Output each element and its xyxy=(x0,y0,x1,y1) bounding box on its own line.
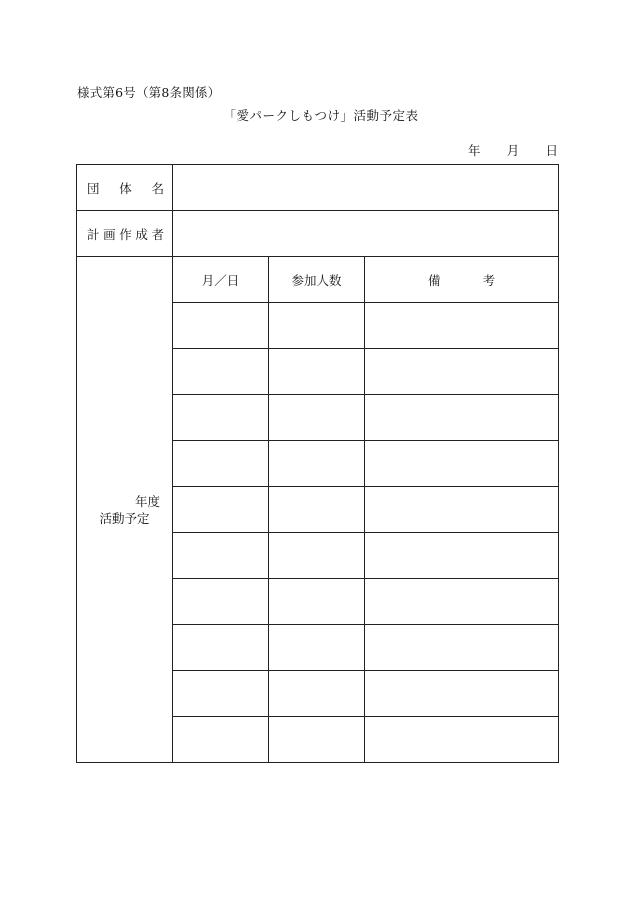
participants-cell[interactable] xyxy=(269,625,365,671)
group-name-char: 団 xyxy=(87,180,100,196)
planner-row xyxy=(77,211,559,257)
participants-cell[interactable] xyxy=(269,533,365,579)
participants-cell[interactable] xyxy=(269,303,365,349)
group-name-field[interactable] xyxy=(173,165,559,211)
planner-char: 者 xyxy=(151,226,164,242)
date-cell[interactable] xyxy=(173,671,269,717)
planner-char: 計 xyxy=(87,226,100,242)
participants-cell[interactable] xyxy=(269,349,365,395)
group-name-char: 名 xyxy=(151,180,164,196)
form-number: 様式第6号（第8条関係） xyxy=(77,85,221,100)
activity-plan-table xyxy=(76,164,559,763)
date-cell[interactable] xyxy=(173,717,269,763)
planner-char: 作 xyxy=(119,226,132,242)
date-cell[interactable] xyxy=(173,395,269,441)
date-day-label: 日 xyxy=(545,143,558,158)
date-year-label: 年 xyxy=(468,143,481,158)
date-cell[interactable] xyxy=(173,487,269,533)
schedule-header-row xyxy=(77,257,559,303)
column-header-participants: 参加人数 xyxy=(269,257,365,303)
remarks-cell[interactable] xyxy=(365,441,559,487)
date-cell[interactable] xyxy=(173,441,269,487)
schedule-label xyxy=(77,257,173,763)
remarks-cell[interactable] xyxy=(365,717,559,763)
remarks-cell[interactable] xyxy=(365,625,559,671)
date-cell[interactable] xyxy=(173,625,269,671)
planner-char: 成 xyxy=(135,226,148,242)
date-cell[interactable] xyxy=(173,533,269,579)
document-title: 「愛パークしもつけ」活動予定表 xyxy=(223,108,419,123)
remarks-cell[interactable] xyxy=(365,533,559,579)
participants-cell[interactable] xyxy=(269,487,365,533)
participants-cell[interactable] xyxy=(269,441,365,487)
date-month-label: 月 xyxy=(506,143,520,158)
date-cell[interactable] xyxy=(173,579,269,625)
planner-char: 画 xyxy=(103,226,116,242)
column-header-remarks xyxy=(365,257,559,303)
date-cell[interactable] xyxy=(173,349,269,395)
remarks-cell[interactable] xyxy=(365,671,559,717)
remarks-cell[interactable] xyxy=(365,395,559,441)
remarks-char: 考 xyxy=(482,272,496,288)
schedule-label-year: 年度 xyxy=(134,493,160,509)
planner-field[interactable] xyxy=(173,211,559,257)
column-header-date: 月／日 xyxy=(173,257,269,303)
remarks-cell[interactable] xyxy=(365,487,559,533)
participants-cell[interactable] xyxy=(269,717,365,763)
participants-cell[interactable] xyxy=(269,671,365,717)
group-name-row xyxy=(77,165,559,211)
date-cell[interactable] xyxy=(173,303,269,349)
group-name-char: 体 xyxy=(119,180,132,196)
group-name-label xyxy=(77,165,173,211)
participants-cell[interactable] xyxy=(269,579,365,625)
remarks-cell[interactable] xyxy=(365,579,559,625)
participants-cell[interactable] xyxy=(269,395,365,441)
remarks-cell[interactable] xyxy=(365,303,559,349)
planner-label xyxy=(77,211,173,257)
remarks-char: 備 xyxy=(427,272,441,288)
remarks-cell[interactable] xyxy=(365,349,559,395)
date-line xyxy=(468,141,558,159)
schedule-label-plan: 活動予定 xyxy=(99,510,150,526)
